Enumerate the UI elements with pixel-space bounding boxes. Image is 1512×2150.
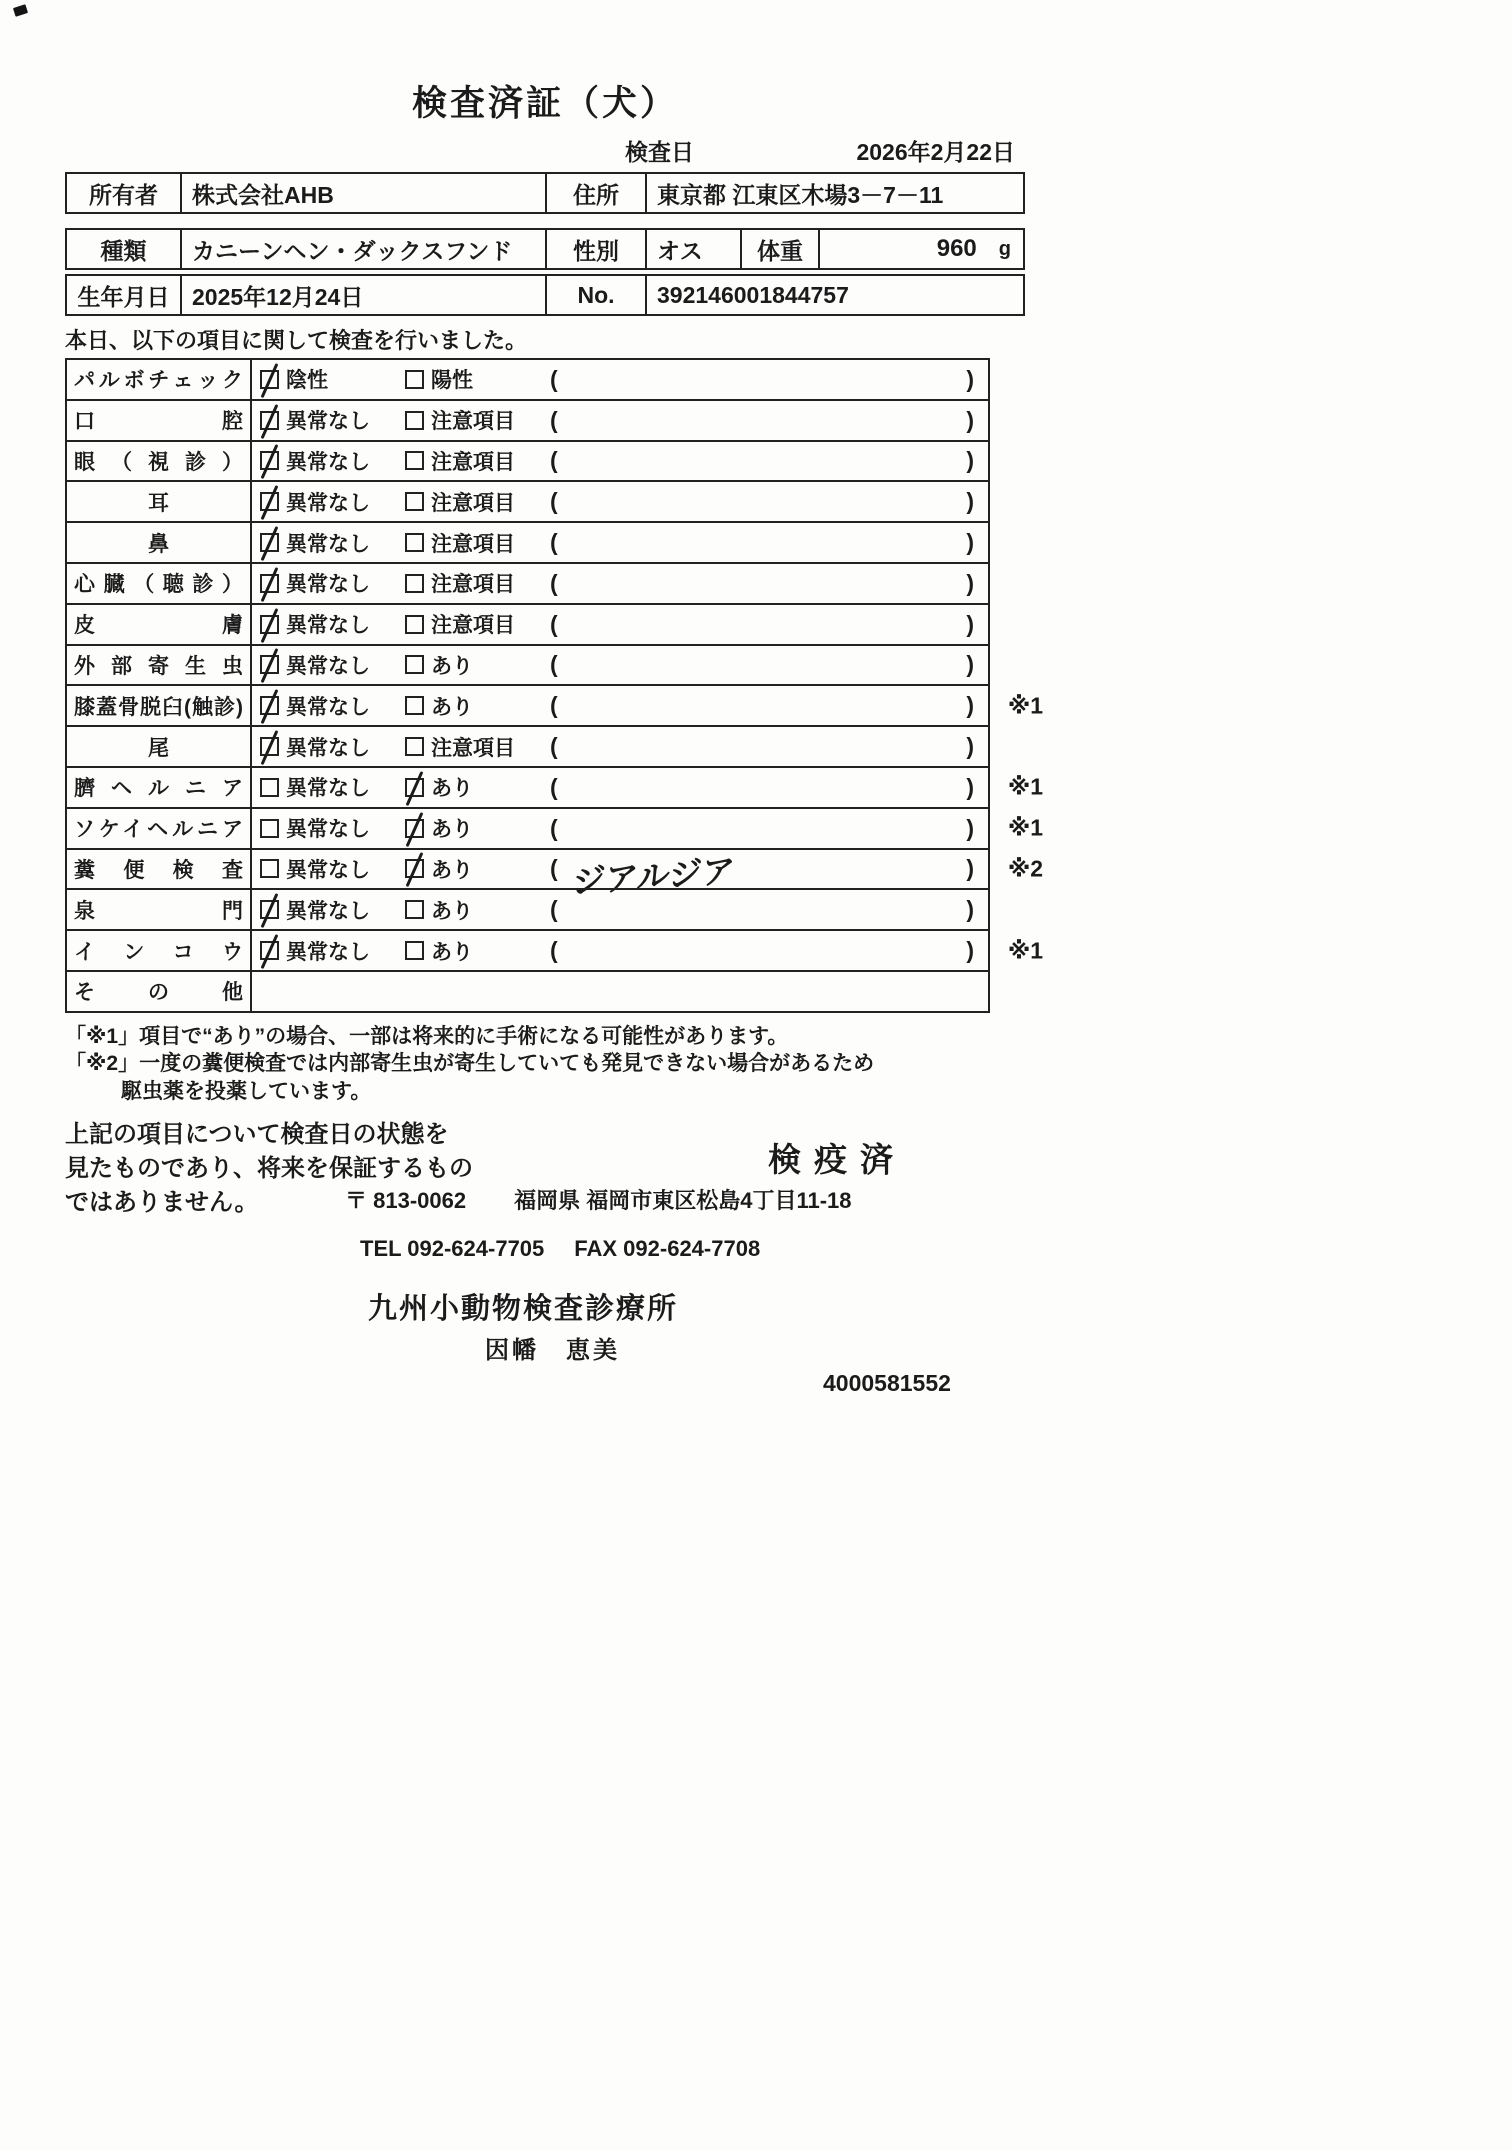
footnote-line-3: 駆虫薬を投薬しています。 bbox=[121, 1080, 372, 1104]
checkbox-icon bbox=[405, 859, 424, 878]
inspection-row-content bbox=[252, 646, 988, 685]
checkbox-option-first bbox=[260, 528, 405, 558]
handwritten-check-mark bbox=[261, 363, 278, 398]
disclaimer-line-1: 上記の項目について検査日の状態を bbox=[65, 1120, 449, 1148]
inspection-item-label bbox=[67, 605, 252, 644]
footnote-line-2: 「※2」一度の糞便検査では内部寄生虫が寄生していても発見できない場合があるため bbox=[65, 1052, 875, 1076]
result-field bbox=[550, 611, 988, 638]
handwritten-check-mark bbox=[261, 404, 278, 439]
checkbox-option-label: 異常なし bbox=[286, 614, 370, 638]
breed-value: カニーンヘン・ダックスフンド bbox=[182, 230, 547, 268]
checkbox-icon bbox=[405, 411, 424, 430]
checkbox-icon bbox=[405, 900, 424, 919]
checkbox-icon bbox=[260, 533, 279, 552]
inspection-row-content bbox=[252, 360, 988, 399]
checkbox-option-first bbox=[260, 854, 405, 884]
inspection-item-label-text: パルボチェック bbox=[74, 369, 243, 393]
inspection-item-label-text: ソケイヘルニア bbox=[74, 818, 243, 842]
weight-unit: g bbox=[998, 237, 1011, 260]
result-field bbox=[550, 651, 988, 678]
checkbox-option-label: あり bbox=[431, 654, 473, 678]
checkbox-option-second bbox=[405, 405, 550, 435]
open-paren: ( bbox=[550, 773, 558, 800]
checkbox-option-label: あり bbox=[431, 858, 473, 882]
certificate-number: 4000581552 bbox=[823, 1370, 951, 1396]
checkbox-option-label: 異常なし bbox=[286, 736, 370, 760]
checkbox-option-label: 陽性 bbox=[431, 369, 473, 393]
clinic-postal-line bbox=[345, 1184, 852, 1215]
checkbox-option-label: 異常なし bbox=[286, 940, 370, 964]
inspection-item-label-text: 皮膚 bbox=[74, 614, 243, 638]
number-value: 392146001844757 bbox=[657, 281, 849, 308]
checkbox-icon bbox=[260, 778, 279, 797]
inspection-item-label bbox=[67, 686, 252, 725]
open-paren: ( bbox=[550, 733, 558, 760]
checkbox-option-label: 異常なし bbox=[286, 410, 370, 434]
checkbox-icon bbox=[260, 655, 279, 674]
open-paren: ( bbox=[550, 488, 558, 515]
inspection-item-label-text: 眼（視診） bbox=[74, 450, 243, 474]
checkbox-icon bbox=[405, 533, 424, 552]
result-field bbox=[550, 366, 988, 393]
inspection-row bbox=[67, 399, 988, 440]
checkbox-option-second bbox=[405, 528, 550, 558]
inspection-row-content bbox=[252, 523, 988, 562]
handwritten-check-mark bbox=[261, 445, 278, 480]
inspection-row bbox=[67, 603, 988, 644]
info-table bbox=[65, 228, 1025, 270]
checkbox-icon bbox=[260, 859, 279, 878]
close-paren: ) bbox=[966, 773, 974, 800]
checkbox-option-second bbox=[405, 936, 550, 966]
close-paren: ) bbox=[966, 488, 974, 515]
owner-table bbox=[65, 172, 1025, 214]
open-paren: ( bbox=[550, 814, 558, 841]
inspection-row bbox=[67, 644, 988, 685]
checkbox-option-first bbox=[260, 446, 405, 476]
checkbox-icon bbox=[260, 696, 279, 715]
close-paren: ) bbox=[966, 365, 974, 392]
exam-date-value: 2026年2月22日 bbox=[856, 139, 1015, 165]
exam-date-row bbox=[65, 134, 1025, 164]
inspection-item-label bbox=[67, 646, 252, 685]
checkbox-icon bbox=[405, 941, 424, 960]
handwritten-check-mark bbox=[261, 567, 278, 602]
checkbox-option-second bbox=[405, 813, 550, 843]
inspection-item-label bbox=[67, 931, 252, 970]
inspection-row bbox=[67, 929, 1043, 970]
inspection-row-content bbox=[252, 401, 988, 440]
handwritten-check-mark bbox=[261, 526, 278, 561]
checkbox-option-second bbox=[405, 364, 550, 394]
handwritten-check-mark bbox=[261, 608, 278, 643]
inspection-item-label bbox=[67, 890, 252, 929]
inspection-row-content bbox=[252, 442, 988, 481]
result-field bbox=[550, 937, 988, 964]
handwritten-result bbox=[558, 771, 966, 800]
certificate-content bbox=[65, 0, 1043, 1396]
handwritten-result bbox=[558, 934, 966, 963]
inspection-row bbox=[67, 766, 1043, 807]
clinic-tel: TEL 092-624-7705 bbox=[360, 1236, 545, 1261]
inspection-row-content bbox=[252, 768, 988, 807]
open-paren: ( bbox=[550, 447, 558, 474]
open-paren: ( bbox=[550, 651, 558, 678]
weight-label: 体重 bbox=[742, 230, 820, 268]
close-paren: ) bbox=[966, 610, 974, 637]
handwritten-check-mark bbox=[261, 934, 278, 969]
close-paren: ) bbox=[966, 896, 974, 923]
clinic-fax: FAX 092-624-7708 bbox=[574, 1236, 761, 1261]
checkbox-option-first bbox=[260, 487, 405, 517]
checkbox-option-label: 注意項目 bbox=[431, 736, 515, 760]
weight-value-cell bbox=[820, 230, 1023, 268]
disclaimer-line-3: ではありません。 bbox=[65, 1189, 259, 1217]
checkbox-option-label: あり bbox=[431, 899, 473, 923]
address-value: 東京都 江東区木場3－7－11 bbox=[657, 181, 944, 208]
checkbox-option-label: あり bbox=[431, 695, 473, 719]
inspection-row bbox=[67, 848, 1043, 901]
close-paren: ) bbox=[966, 733, 974, 760]
checkbox-option-first bbox=[260, 405, 405, 435]
handwritten-result bbox=[558, 608, 966, 637]
checkbox-option-label: 注意項目 bbox=[431, 614, 515, 638]
checkbox-icon bbox=[260, 819, 279, 838]
clinic-tel-line bbox=[360, 1236, 760, 1262]
checkbox-option-second bbox=[405, 568, 550, 598]
checkbox-option-first bbox=[260, 772, 405, 802]
handwritten-result bbox=[558, 893, 966, 922]
inspection-item-label bbox=[67, 972, 252, 1011]
checkbox-option-second bbox=[405, 487, 550, 517]
owner-label: 所有者 bbox=[67, 174, 182, 212]
quarantine-stamp: 検疫済 bbox=[768, 1141, 906, 1178]
inspection-item-label bbox=[67, 482, 252, 521]
checkbox-option-first bbox=[260, 691, 405, 721]
birth-table bbox=[65, 274, 1025, 316]
checkbox-icon bbox=[405, 819, 424, 838]
inspection-item-label bbox=[67, 442, 252, 481]
inspection-item-label-text: 泉門 bbox=[74, 899, 243, 923]
checkbox-icon bbox=[405, 696, 424, 715]
handwritten-check-mark bbox=[261, 649, 278, 684]
inspection-item-label-text: インコウ bbox=[74, 940, 243, 964]
checkbox-option-first bbox=[260, 936, 405, 966]
inspection-item-label bbox=[67, 768, 252, 807]
owner-value: 株式会社AHB bbox=[182, 174, 547, 212]
open-paren: ( bbox=[550, 406, 558, 433]
inspection-row bbox=[67, 480, 988, 521]
inspection-item-label-text: その他 bbox=[74, 981, 243, 1005]
scan-artifact bbox=[13, 4, 28, 17]
checkbox-icon bbox=[260, 615, 279, 634]
handwritten-check-mark bbox=[406, 771, 423, 806]
inspection-item-label bbox=[67, 523, 252, 562]
footnotes bbox=[65, 1023, 1025, 1106]
checkbox-option-first bbox=[260, 732, 405, 762]
handwritten-result bbox=[558, 567, 966, 596]
row-ref-note: ※2 bbox=[1007, 855, 1043, 882]
inspection-item-label bbox=[67, 727, 252, 766]
close-paren: ) bbox=[966, 937, 974, 964]
checkbox-option-label: 異常なし bbox=[286, 532, 370, 556]
result-field bbox=[550, 488, 988, 515]
inspection-row-content bbox=[252, 686, 988, 725]
inspection-item-label-text: 外部寄生虫 bbox=[74, 654, 243, 678]
handwritten-result bbox=[558, 486, 966, 515]
disclaimer-line-2: 見たものであり、将来を保証するもの bbox=[65, 1154, 473, 1182]
inspection-item-label-text: 心臓（聴診） bbox=[74, 573, 243, 597]
inspection-item-label-text: 糞便検査 bbox=[74, 858, 243, 882]
page-title: 検査済証（犬） bbox=[411, 84, 678, 123]
inspection-row-content bbox=[252, 931, 988, 970]
checkbox-icon bbox=[405, 655, 424, 674]
inspection-row-content bbox=[252, 564, 988, 603]
checkbox-option-second bbox=[405, 446, 550, 476]
checkbox-option-label: あり bbox=[431, 818, 473, 842]
handwritten-check-mark bbox=[406, 812, 423, 847]
checkbox-option-second bbox=[405, 650, 550, 680]
checkbox-option-first bbox=[260, 364, 405, 394]
handwritten-result bbox=[558, 526, 966, 555]
exam-date-label: 検査日 bbox=[625, 139, 694, 165]
checkbox-icon bbox=[405, 370, 424, 389]
checkbox-icon bbox=[405, 492, 424, 511]
close-paren: ) bbox=[966, 447, 974, 474]
checkbox-option-first bbox=[260, 609, 405, 639]
inspection-row-content bbox=[252, 972, 988, 1011]
open-paren: ( bbox=[550, 937, 558, 964]
result-field bbox=[550, 774, 988, 801]
close-paren: ) bbox=[966, 569, 974, 596]
checkbox-option-first bbox=[260, 813, 405, 843]
checkbox-option-first bbox=[260, 895, 405, 925]
handwritten-result bbox=[558, 649, 966, 678]
handwritten-result bbox=[558, 730, 966, 759]
veterinarian-name: 因幡 恵美 bbox=[485, 1337, 620, 1364]
checkbox-option-label: 注意項目 bbox=[431, 573, 515, 597]
checkbox-option-label: 異常なし bbox=[286, 899, 370, 923]
handwritten-result bbox=[558, 690, 966, 719]
number-label: No. bbox=[547, 276, 647, 314]
checkbox-icon bbox=[260, 737, 279, 756]
checkbox-icon bbox=[260, 411, 279, 430]
checkbox-option-label: 注意項目 bbox=[431, 450, 515, 474]
checkbox-option-label: 異常なし bbox=[286, 695, 370, 719]
open-paren: ( bbox=[550, 896, 558, 923]
checkbox-option-label: 異常なし bbox=[286, 777, 370, 801]
checkbox-icon bbox=[260, 941, 279, 960]
checkbox-icon bbox=[260, 492, 279, 511]
checkbox-icon bbox=[405, 574, 424, 593]
clinic-postal-code: 〒 813-0062 bbox=[345, 1188, 467, 1213]
checkbox-option-label: 注意項目 bbox=[431, 532, 515, 556]
inspection-row bbox=[67, 725, 988, 766]
checkbox-option-second bbox=[405, 609, 550, 639]
footnote-line-1: 「※1」項目で“あり”の場合、一部は将来的に手術になる可能性があります。 bbox=[65, 1024, 789, 1048]
birth-date-value: 2025年12月24日 bbox=[182, 276, 547, 314]
result-field bbox=[550, 896, 988, 923]
sex-label: 性別 bbox=[547, 230, 647, 268]
row-ref-note: ※1 bbox=[1007, 937, 1043, 964]
result-field bbox=[550, 447, 988, 474]
inspection-item-label bbox=[67, 360, 252, 399]
inspection-item-label-text: 尾 bbox=[148, 736, 169, 760]
row-ref-note: ※1 bbox=[1007, 773, 1043, 800]
handwritten-result bbox=[558, 363, 966, 392]
checkbox-option-second bbox=[405, 772, 550, 802]
checkbox-option-label: 異常なし bbox=[286, 858, 370, 882]
inspection-row-content bbox=[252, 605, 988, 644]
checkbox-option-label: 異常なし bbox=[286, 491, 370, 515]
inspection-row bbox=[67, 360, 988, 399]
open-paren: ( bbox=[550, 529, 558, 556]
inspection-item-label bbox=[67, 809, 252, 848]
close-paren: ) bbox=[966, 855, 974, 882]
inspection-row bbox=[67, 888, 988, 929]
checkbox-icon bbox=[260, 574, 279, 593]
inspection-row bbox=[67, 521, 988, 562]
checkbox-option-label: 異常なし bbox=[286, 450, 370, 474]
handwritten-check-mark bbox=[261, 730, 278, 765]
address-label: 住所 bbox=[547, 174, 647, 212]
open-paren: ( bbox=[550, 569, 558, 596]
result-field bbox=[550, 529, 988, 556]
inspection-item-label-text: 耳 bbox=[148, 491, 169, 515]
checkbox-icon bbox=[405, 778, 424, 797]
checkbox-option-second bbox=[405, 732, 550, 762]
clinic-name: 九州小動物検査診療所 bbox=[368, 1293, 679, 1325]
checkbox-option-second bbox=[405, 895, 550, 925]
result-field bbox=[550, 845, 988, 901]
checkbox-option-first bbox=[260, 568, 405, 598]
checkbox-option-label: 異常なし bbox=[286, 654, 370, 678]
checkbox-option-label: 注意項目 bbox=[431, 491, 515, 515]
checkbox-icon bbox=[405, 737, 424, 756]
row-ref-note: ※1 bbox=[1007, 814, 1043, 841]
inspection-row bbox=[67, 440, 988, 481]
inspection-item-label bbox=[67, 401, 252, 440]
checkbox-icon bbox=[405, 615, 424, 634]
inspection-item-label bbox=[67, 850, 252, 889]
close-paren: ) bbox=[966, 814, 974, 841]
inspection-row bbox=[67, 970, 988, 1011]
checkbox-icon bbox=[260, 900, 279, 919]
row-ref-note: ※1 bbox=[1007, 692, 1043, 719]
inspection-row bbox=[67, 562, 988, 603]
close-paren: ) bbox=[966, 651, 974, 678]
weight-value: 960 bbox=[936, 235, 977, 262]
handwritten-check-mark bbox=[406, 853, 423, 888]
inspection-row-content bbox=[252, 482, 988, 521]
inspection-item-label-text: 鼻 bbox=[148, 532, 169, 556]
checkbox-option-second bbox=[405, 854, 550, 884]
result-field bbox=[550, 570, 988, 597]
birth-date-label: 生年月日 bbox=[67, 276, 182, 314]
checkbox-option-label: あり bbox=[431, 940, 473, 964]
checkbox-icon bbox=[260, 451, 279, 470]
checkbox-icon bbox=[260, 370, 279, 389]
checkbox-icon bbox=[405, 451, 424, 470]
open-paren: ( bbox=[550, 855, 558, 882]
checkbox-option-label: 注意項目 bbox=[431, 410, 515, 434]
open-paren: ( bbox=[550, 365, 558, 392]
handwritten-check-mark bbox=[261, 485, 278, 520]
result-field bbox=[550, 407, 988, 434]
handwritten-result bbox=[558, 404, 966, 433]
checkbox-option-label: 異常なし bbox=[286, 573, 370, 597]
checkbox-option-first bbox=[260, 650, 405, 680]
close-paren: ) bbox=[966, 692, 974, 719]
intro-text: 本日、以下の項目に関して検査を行いました。 bbox=[65, 328, 528, 353]
inspection-table bbox=[65, 358, 1043, 1013]
open-paren: ( bbox=[550, 692, 558, 719]
breed-label: 種類 bbox=[67, 230, 182, 268]
inspection-row-content bbox=[252, 890, 988, 929]
close-paren: ) bbox=[966, 529, 974, 556]
checkbox-option-label: 陰性 bbox=[286, 369, 328, 393]
inspection-item-label bbox=[67, 564, 252, 603]
open-paren: ( bbox=[550, 610, 558, 637]
close-paren: ) bbox=[966, 406, 974, 433]
handwritten-result: ジアルジア bbox=[570, 852, 736, 901]
result-field bbox=[550, 692, 988, 719]
inspection-row bbox=[67, 684, 1043, 725]
inspection-item-label-text: 膝蓋骨脱臼(触診) bbox=[74, 695, 243, 719]
inspection-row-content bbox=[252, 727, 988, 766]
sex-value: オス bbox=[647, 230, 742, 268]
result-field bbox=[550, 733, 988, 760]
handwritten-result bbox=[558, 445, 966, 474]
handwritten-check-mark bbox=[261, 689, 278, 724]
handwritten-check-mark bbox=[261, 893, 278, 928]
inspection-row-content bbox=[252, 850, 988, 901]
checkbox-option-second bbox=[405, 691, 550, 721]
inspection-item-label-text: 口腔 bbox=[74, 410, 243, 434]
clinic-address: 福岡県 福岡市東区松島4丁目11-18 bbox=[514, 1188, 852, 1213]
inspection-item-label-text: 臍ヘルニア bbox=[74, 777, 243, 801]
checkbox-option-label: あり bbox=[431, 777, 473, 801]
checkbox-option-label: 異常なし bbox=[286, 818, 370, 842]
